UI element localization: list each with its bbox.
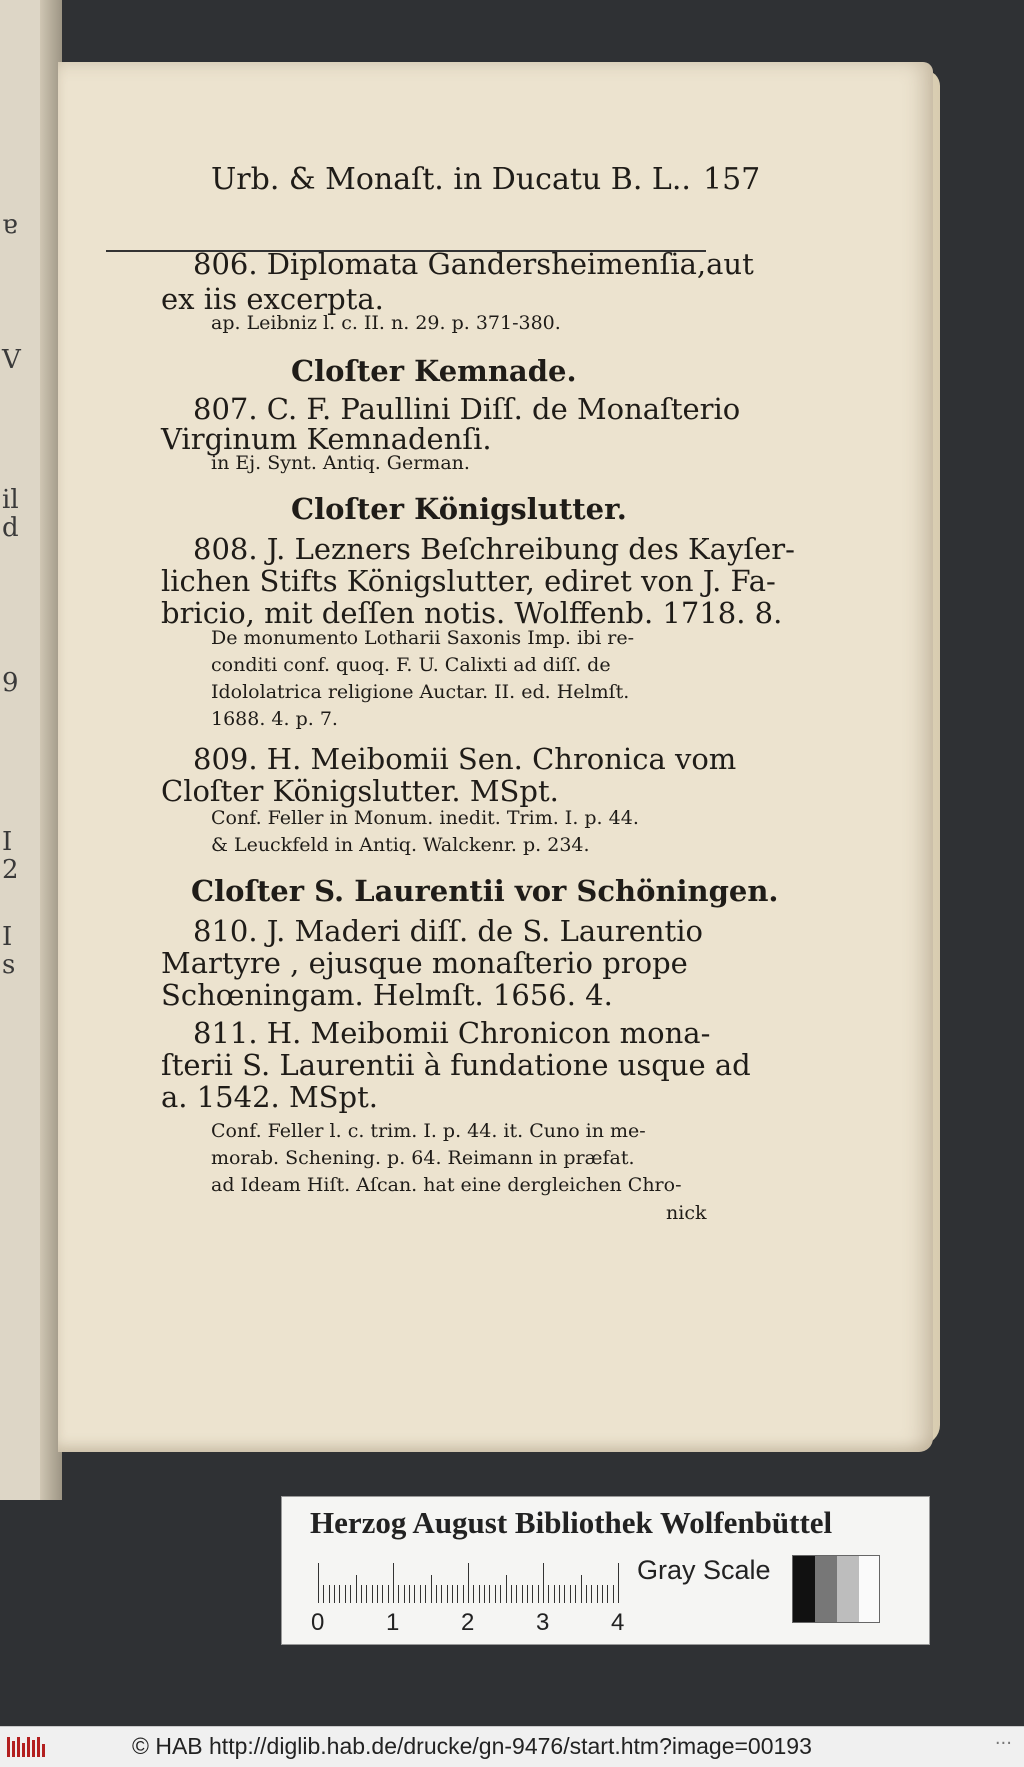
ruler-number: 3 [536, 1609, 550, 1636]
ruler-tick [575, 1585, 576, 1603]
page-number: 157 [703, 162, 761, 197]
ruler-tick [420, 1585, 421, 1603]
entry-line: ſterii S. Laurentii à fundatione usque ad [161, 1048, 751, 1082]
entry-line: 806. Diplomata Gandersheimenſia,aut [193, 247, 754, 281]
ruler-tick [398, 1585, 399, 1603]
note-line: in Ej. Synt. Antiq. German. [211, 452, 470, 474]
gray-scale-swatches [792, 1555, 880, 1623]
ruler-tick [607, 1585, 608, 1603]
ruler-tick [559, 1585, 560, 1603]
entry-line: Martyre , ejusque monaſterio prope [161, 946, 688, 980]
ruler-tick [511, 1585, 512, 1603]
ruler-tick [506, 1575, 507, 1603]
ruler-tick [377, 1585, 378, 1603]
ellipsis-icon[interactable]: ··· [994, 1733, 1012, 1754]
ruler-tick [366, 1585, 367, 1603]
ruler-tick [334, 1585, 335, 1603]
section-heading: Cloſter S. Laurentii vor Schöningen. [191, 874, 779, 908]
left-page-bleed-text: ɐ V il d 9 I 2 I s [2, 210, 21, 980]
ruler-tick [489, 1585, 490, 1603]
ruler-tick [522, 1585, 523, 1603]
note-line: ad Ideam Hiſt. Aſcan. hat eine dergleichen Chro- [211, 1174, 682, 1196]
note-line: & Leuckfeld in Antiq. Walckenr. p. 234. [211, 834, 590, 856]
ruler-tick [570, 1585, 571, 1603]
ruler-tick [414, 1585, 415, 1603]
ruler-tick [425, 1585, 426, 1603]
entry-line: Schœningam. Helmſt. 1656. 4. [161, 978, 613, 1012]
ruler-tick [581, 1575, 582, 1603]
ruler-tick [500, 1585, 501, 1603]
library-color-card [281, 1496, 930, 1645]
note-line: nick [666, 1202, 707, 1224]
ruler-number: 2 [461, 1609, 475, 1636]
ruler-tick [447, 1585, 448, 1603]
note-line: Conf. Feller in Monum. inedit. Trim. I. p. 44. [211, 807, 639, 829]
ruler-tick [323, 1585, 324, 1603]
ruler-number: 0 [311, 1609, 325, 1636]
book-page [58, 62, 933, 1452]
entry-line: a. 1542. MSpt. [161, 1080, 378, 1114]
note-line: Idololatrica religione Auctar. II. ed. Helmſt. [211, 681, 630, 703]
ruler-tick [339, 1585, 340, 1603]
ruler-tick [452, 1585, 453, 1603]
ruler-tick [345, 1585, 346, 1603]
ruler-tick [618, 1563, 619, 1603]
ruler-tick [404, 1585, 405, 1603]
entry-line: 810. J. Maderi diſſ. de S. Laurentio [193, 914, 703, 948]
ruler-tick [436, 1585, 437, 1603]
source-url-text: © HAB http://diglib.hab.de/drucke/gn-9476/start.htm?image=00193 [132, 1733, 812, 1759]
ruler-tick [441, 1585, 442, 1603]
note-line: De monumento Lotharii Saxonis Imp. ibi re- [211, 627, 635, 649]
ruler-tick [468, 1563, 469, 1603]
ruler-tick [463, 1585, 464, 1603]
ruler-tick [516, 1585, 517, 1603]
ruler-tick [548, 1585, 549, 1603]
entry-line: 808. J. Lezners Beſchreibung des Kayſer- [193, 532, 795, 566]
entry-line: Cloſter Königslutter. MSpt. [161, 774, 559, 808]
note-line: Conf. Feller l. c. trim. I. p. 44. it. Cuno in me- [211, 1120, 646, 1142]
note-line: conditi conf. quoq. F. U. Calixti ad diſſ. de [211, 654, 611, 676]
library-name: Herzog August Bibliothek Wolfenbüttel [310, 1505, 833, 1540]
ruler-tick [543, 1563, 544, 1603]
ruler-tick [409, 1585, 410, 1603]
ruler-tick [318, 1563, 319, 1603]
ruler-tick [586, 1585, 587, 1603]
note-line: morab. Schening. p. 64. Reimann in præfat. [211, 1147, 635, 1169]
gray-scale-label: Gray Scale [637, 1555, 771, 1585]
ruler-tick [597, 1585, 598, 1603]
ruler-tick [495, 1585, 496, 1603]
ruler-tick [393, 1563, 394, 1603]
ruler-tick [538, 1585, 539, 1603]
ruler-tick [479, 1585, 480, 1603]
hab-logo-icon [6, 1735, 46, 1759]
ruler-tick [350, 1585, 351, 1603]
section-heading: Cloſter Kemnade. [291, 354, 577, 388]
section-heading: Cloſter Königslutter. [291, 492, 627, 526]
entry-line: bricio, mit deſſen notis. Wolffenb. 1718. 8. [161, 596, 783, 630]
ruler-tick [431, 1575, 432, 1603]
ruler-tick [361, 1585, 362, 1603]
entry-line: lichen Stifts Königslutter, ediret von J. Fa- [161, 564, 776, 598]
entry-line: 811. H. Meibomii Chronicon mona- [193, 1016, 711, 1050]
entry-line: 807. C. F. Paullini Diſſ. de Monaſterio [193, 392, 741, 426]
note-line: 1688. 4. p. 7. [211, 708, 338, 730]
scale-ruler [318, 1563, 618, 1603]
ruler-tick [554, 1585, 555, 1603]
ruler-number: 1 [386, 1609, 400, 1636]
ruler-tick [564, 1585, 565, 1603]
ruler-tick [527, 1585, 528, 1603]
ruler-tick [591, 1585, 592, 1603]
ruler-tick [388, 1585, 389, 1603]
status-bar [0, 1726, 1024, 1767]
ruler-tick [532, 1585, 533, 1603]
ruler-tick [473, 1585, 474, 1603]
entry-line: Virginum Kemnadenſi. [161, 422, 492, 456]
entry-line: ex iis excerpta. [161, 282, 384, 316]
ruler-tick [372, 1585, 373, 1603]
entry-line: 809. H. Meibomii Sen. Chronica vom [193, 742, 737, 776]
ruler-tick [356, 1575, 357, 1603]
ruler-tick [484, 1585, 485, 1603]
ruler-tick [329, 1585, 330, 1603]
note-line: ap. Leibniz l. c. II. n. 29. p. 371-380. [211, 312, 561, 334]
ruler-tick [602, 1585, 603, 1603]
ruler-number: 4 [611, 1609, 625, 1636]
running-header: Urb. & Monaſt. in Ducatu B. L.. [211, 162, 691, 197]
ruler-tick [382, 1585, 383, 1603]
ruler-tick [457, 1585, 458, 1603]
ruler-tick [613, 1585, 614, 1603]
